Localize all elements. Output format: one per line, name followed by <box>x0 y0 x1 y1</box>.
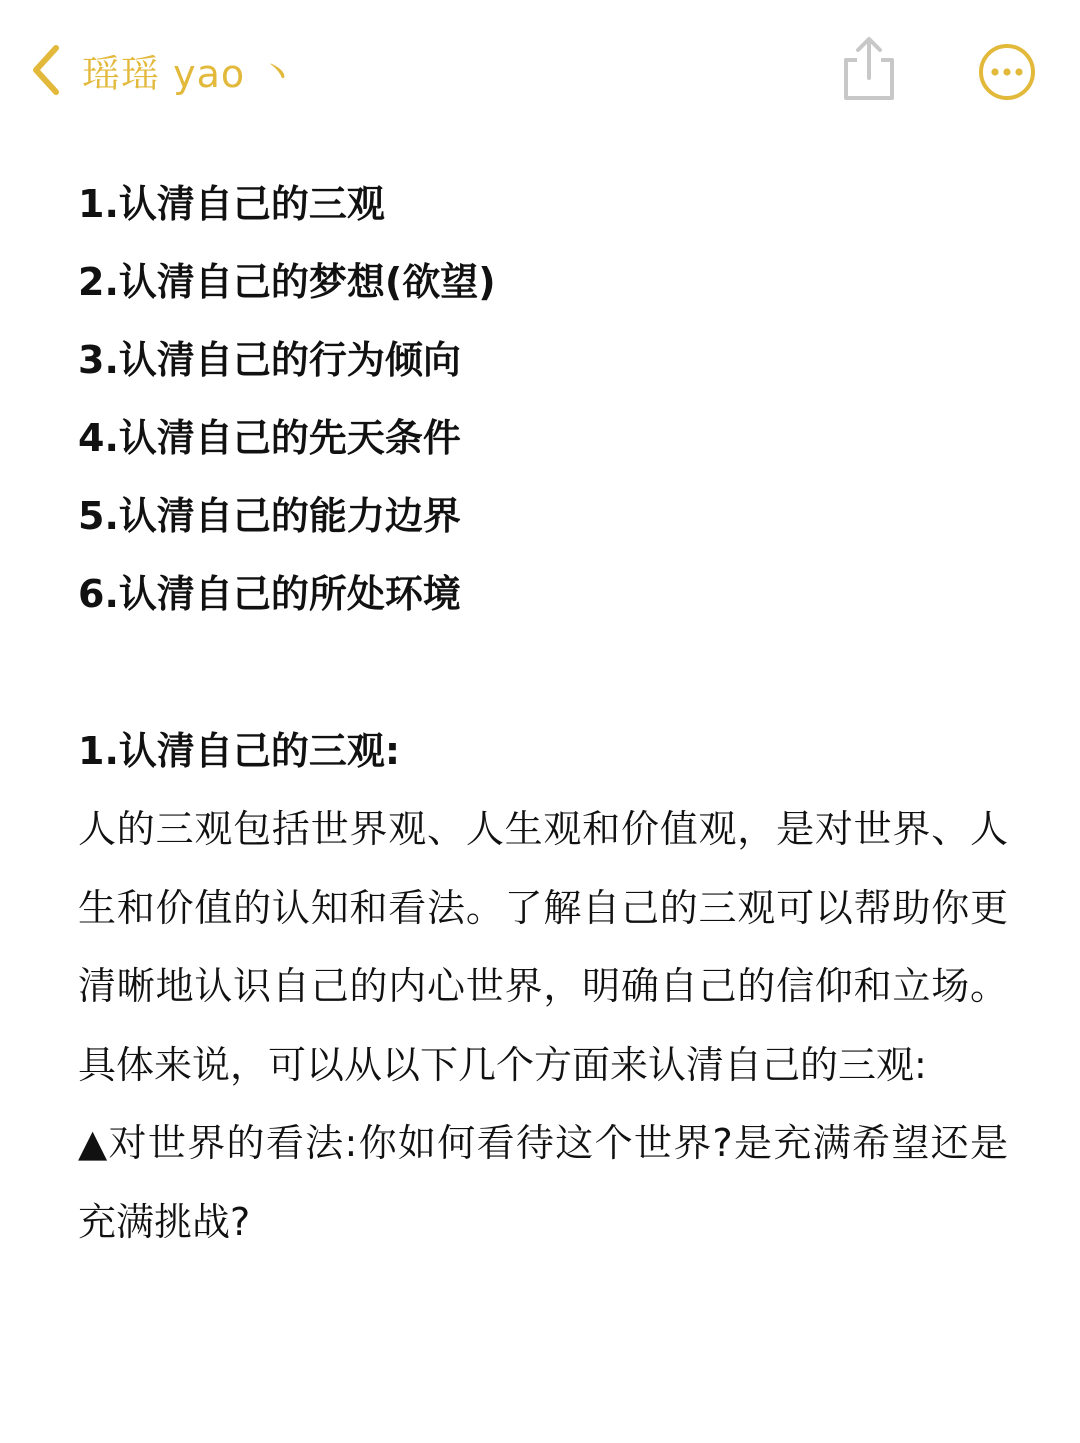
note-content <box>78 165 1008 1261</box>
back-button[interactable] <box>28 40 297 100</box>
chevron-left-icon <box>28 40 64 100</box>
section-heading: 1.认清自己的三观: <box>78 729 401 773</box>
outline-item: 1.认清自己的三观 <box>78 182 385 226</box>
more-icon[interactable] <box>978 43 1036 101</box>
section-paragraph: 人的三观包括世界观、人生观和价值观，是对世界、人生和价值的认知和看法。了解自己的三观可以帮助你更清晰地认识自己的内心世界，明确自己的信仰和立场。具体来说，可以从以下几个方面来认清自己的三观: <box>78 807 1008 1087</box>
navigation-bar <box>0 0 1080 140</box>
outline-item: 3.认清自己的行为倾向 <box>78 338 461 382</box>
outline-list <box>78 165 1008 633</box>
outline-item: 2.认清自己的梦想(欲望) <box>78 260 496 304</box>
outline-item: 4.认清自己的先天条件 <box>78 416 461 460</box>
author-name[interactable]: 瑶瑶 yao 丶 <box>82 51 298 96</box>
section-point: ▲对世界的看法:你如何看待这个世界?是充满希望还是充满挑战? <box>78 1121 1008 1244</box>
share-icon[interactable] <box>838 34 900 104</box>
outline-item: 5.认清自己的能力边界 <box>78 494 461 538</box>
outline-item: 6.认清自己的所处环境 <box>78 572 461 616</box>
